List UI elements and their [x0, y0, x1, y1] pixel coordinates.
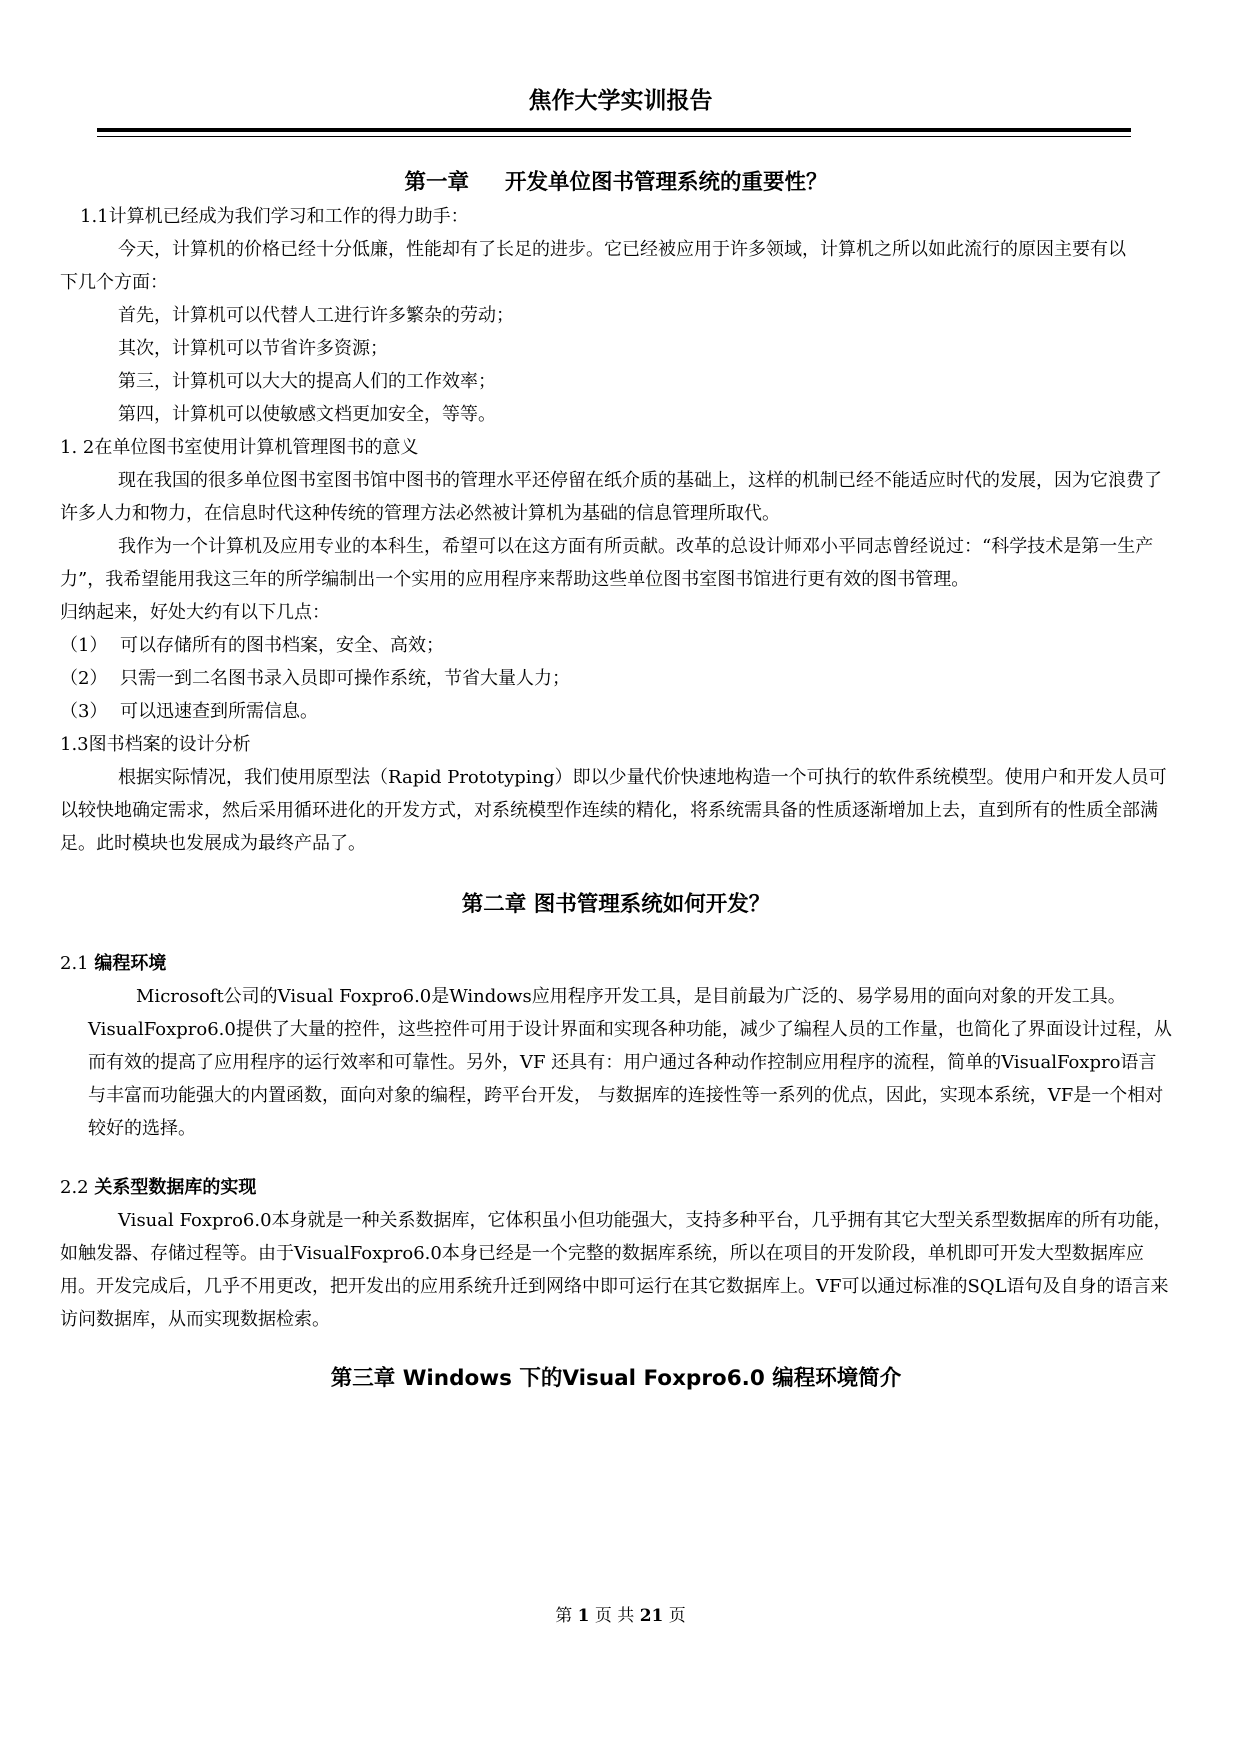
section-1-2-paragraph: 现在我国的很多单位图书室图书馆中图书的管理水平还停留在纸介质的基础上，这样的机制已经不能适应时代的发展，因为它浪费了许多人力和物力，在信息时代这种传统的管理方法必然被计算机为基础的信息管理所取代。: [60, 470, 1162, 524]
report-header: 焦作大学实训报告: [528, 88, 713, 114]
benefit-list-item: （2） 只需一到二名图书录入员即可操作系统，节省大量人力；: [60, 668, 570, 689]
section-1-1-paragraph-cont: 下几个方面：: [60, 272, 168, 293]
header-rule-thick: [97, 128, 1131, 132]
page-total: 21: [639, 1606, 664, 1626]
chapter-1-title-text: 开发单位图书管理系统的重要性？: [505, 170, 828, 195]
section-1-1-item: 其次，计算机可以节省许多资源；: [118, 338, 388, 359]
chapter-1-title: [60, 166, 1172, 199]
section-1-1-item: 首先，计算机可以代替人工进行许多繁杂的劳动；: [118, 305, 514, 326]
section-2-1-paragraph: Microsoft公司的Visual Foxpro6.0是Windows应用程序开发工具，是目前最为广泛的、易学易用的面向对象的开发工具。VisualFoxpro6.0提供了大量的控件，这些控件可用于设计界面和实现各种功能，减少了编程人员的工作量，也简化了界面设计过程，从而有效的提高了应用程序的运行效率和可靠性。另外，VF 还具有：用户通过各种动作控制应用程序的流程，简单的VisualFoxpro语言与丰富而功能强大的内置函数，面向对象的编程，跨平台开发， 与数据库的连接性等一系列的优点，因此，实现本系统，VF是一个相对较好的选择。: [88, 986, 1172, 1139]
section-1-2-heading: 1. 2在单位图书室使用计算机管理图书的意义: [60, 437, 419, 458]
report-body: [60, 166, 1172, 1395]
section-2-2-paragraph: Visual Foxpro6.0本身就是一种关系数据库，它体积虽小但功能强大，支持多种平台，几乎拥有其它大型关系型数据库的所有功能，如触发器、存储过程等。由于VisualFoxpro6.0本身已经是一个完整的数据库系统，所以在项目的开发阶段，单机即可开发大型数据库应用。开发完成后，几乎不用更改，把开发出的应用系统升迁到网络中即可运行在其它数据库上。VF可以通过标准的SQL语句及自身的语言来访问数据库，从而实现数据检索。: [60, 1210, 1172, 1330]
section-1-1-paragraph: 今天，计算机的价格已经十分低廉，性能却有了长足的进步。它已经被应用于许多领域，计算机之所以如此流行的原因主要有以: [118, 239, 1126, 260]
section-1-2-summary: 归纳起来，好处大约有以下几点：: [60, 602, 330, 623]
page-footer: 第 1 页 共 21 页: [555, 1606, 686, 1626]
section-1-2-paragraph: 我作为一个计算机及应用专业的本科生，希望可以在这方面有所贡献。改革的总设计师邓小平同志曾经说过：“科学技术是第一生产力”，我希望能用我这三年的所学编制出一个实用的应用程序来帮助这些单位图书室图书馆进行更有效的图书管理。: [60, 536, 1154, 590]
section-1-3-paragraph: 根据实际情况，我们使用原型法（Rapid Prototyping）即以少量代价快速地构造一个可执行的软件系统模型。使用户和开发人员可以较快地确定需求，然后采用循环进化的开发方式，对系统模型作连续的精化，将系统需具备的性质逐渐增加上去，直到所有的性质全部满足。此时模块也发展成为最终产品了。: [60, 767, 1167, 854]
section-1-1-heading: 1.1计算机已经成为我们学习和工作的得力助手：: [80, 206, 469, 227]
section-1-3-heading: 1.3图书档案的设计分析: [60, 734, 251, 755]
benefit-list-item: （3） 可以迅速查到所需信息。: [60, 701, 318, 722]
benefit-list-item: （1） 可以存储所有的图书档案，安全、高效；: [60, 635, 444, 656]
section-2-2-heading: 2.2 关系型数据库的实现: [60, 1177, 257, 1198]
chapter-2-title: 第二章 图书管理系统如何开发？: [461, 892, 771, 917]
chapter-3-title: 第三章 Windows 下的Visual Foxpro6.0 编程环境简介: [330, 1366, 902, 1391]
section-1-1-item: 第四，计算机可以使敏感文档更加安全，等等。: [118, 404, 496, 425]
section-1-1-item: 第三，计算机可以大大的提高人们的工作效率；: [118, 371, 496, 392]
section-2-1-heading: 2.1 编程环境: [60, 953, 167, 974]
page-number: 1: [577, 1606, 590, 1626]
chapter-1-number: 第一章: [404, 170, 469, 195]
header-rule-thin: [97, 136, 1131, 137]
